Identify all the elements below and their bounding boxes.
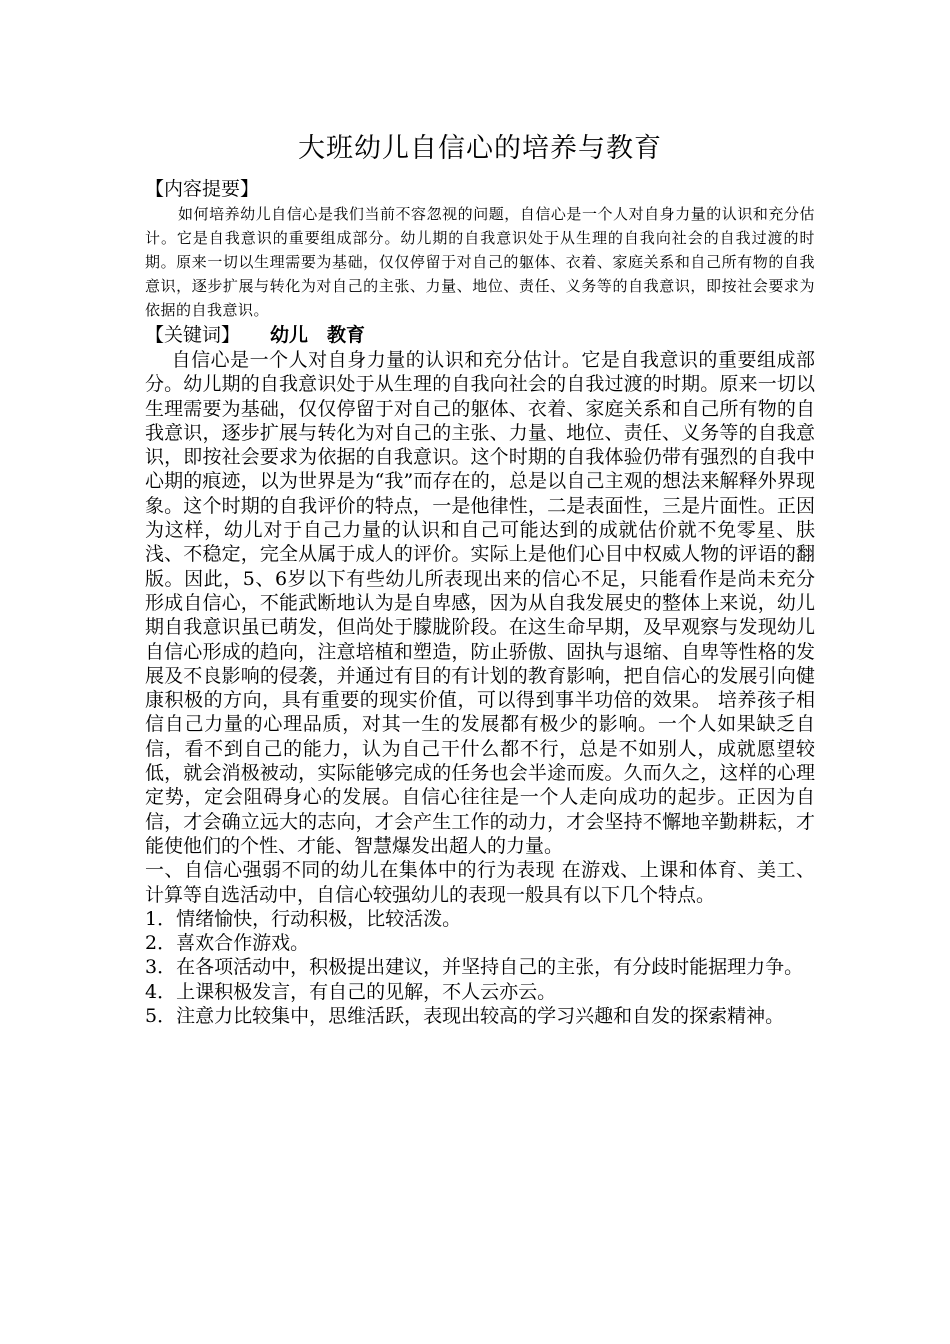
abstract-body: 如何培养幼儿自信心是我们当前不容忽视的问题，自信心是一个人对自身力量的认识和充分估计。它是自我意识的重要组成部分。幼儿期的自我意识处于从生理的自我向社会的自我过渡的时期。原来一切以生理需要为基础，仅仅停留于对自己的躯体、衣着、家庭关系和自己所有物的自我意识，逐步扩展与转化为对自己的主张、力量、地位、责任、义务等的自我意识，即按社会要求为依据的自我意识。 [145, 205, 815, 319]
keywords-label: 【关键词】 [145, 324, 241, 346]
list-item: 3．在各项活动中，积极提出建议，并坚持自己的主张，有分歧时能据理力争。 [145, 956, 804, 979]
list-item: 2．喜欢合作游戏。 [145, 932, 310, 955]
main-body-paragraph: 自信心是一个人对自身力量的认识和充分估计。它是自我意识的重要组成部分。幼儿期的自我意识处于从生理的自我向社会的自我过渡的时期。原来一切以生理需要为基础，仅仅停留于对自己的躯体、衣着、家庭关系和自己所有物的自我意识，逐步扩展与转化为对自己的主张、力量、地位、责任、义务等的自我意识，即按社会要求为依据的自我意识。这个时期的自我体验仍带有强烈的自我中心期的痕迹，以为世界是为“我”而存在的，总是以自己主观的想法来解释外界现象。这个时期的自我评价的特点，一是他律性，二是表面性，三是片面性。正因为这样，幼儿对于自己力量的认识和自己可能达到的成就估价就不免零星、肤浅、不稳定，完全从属于成人的评价。实际上是他们心目中权威人物的评语的翻版。因此，5、6岁以下有些幼儿所表现出来的信心不足，只能看作是尚未充分形成自信心，不能武断地认为是自卑感，因为从自我发展史的整体上来说，幼儿期自我意识虽已萌发，但尚处于朦胧阶段。在这生命早期，及早观察与发现幼儿自信心形成的趋向，注意培植和塑造，防止骄傲、固执与退缩、自卑等性格的发展及不良影响的侵袭，并通过有目的有计划的教育影响，把自信心的发展引向健康积极的方向，具有重要的现实价值，可以得到事半功倍的效果。 培养孩子相信自己力量的心理品质，对其一生的发展都有极少的影响。一个人如果缺乏自信，看不到自己的能力，认为自己干什么都不行，总是不如别人，成就愿望较低，就会消极被动，实际能够完成的任务也会半途而废。久而久之，这样的心理定势，定会阻碍身心的发展。自信心往往是一个人走向成功的起步。正因为自信，才会确立远大的志向，才会产生工作的动力，才会坚持不懈地辛勤耕耘，才能使他们的个性、才能、智慧爆发出超人的力量。 [145, 349, 815, 857]
list-item: 4．上课积极发言，有自己的见解，不人云亦云。 [145, 980, 557, 1003]
abstract-heading: 【内容提要】 [145, 178, 260, 200]
keywords-line [145, 322, 815, 348]
keywords-terms: 幼儿 教育 [270, 324, 366, 346]
document-page [145, 130, 815, 1028]
document-title: 大班幼儿自信心的培养与教育 [298, 133, 662, 164]
section-heading: 一、自信心强弱不同的幼儿在集体中的行为表现 在游戏、上课和体育、美工、计算等自选活动中，自信心较强幼儿的表现一般具有以下几个特点。 [145, 859, 815, 906]
list-item: 1．情绪愉快，行动积极，比较活泼。 [145, 907, 462, 930]
list-item: 5．注意力比较集中，思维活跃，表现出较高的学习兴趣和自发的探索精神。 [145, 1005, 785, 1028]
